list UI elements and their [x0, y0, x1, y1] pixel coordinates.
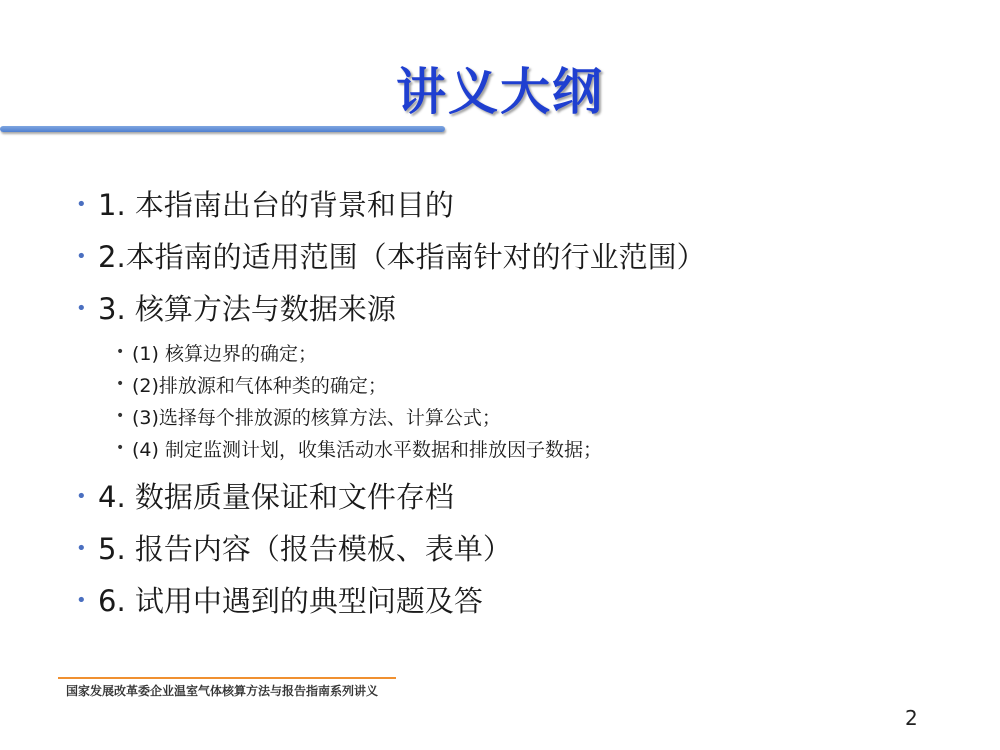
bullet-icon: •: [76, 486, 87, 507]
outline-item-text: 6. 试用中遇到的典型问题及答: [98, 583, 483, 618]
bullet-icon: •: [76, 194, 87, 215]
outline-item-text: 1. 本指南出台的背景和目的: [98, 187, 454, 222]
outline-item-2: [76, 238, 956, 276]
bullet-icon: •: [76, 246, 87, 267]
outline-item-text: 3. 核算方法与数据来源: [98, 291, 396, 326]
bullet-icon: •: [76, 298, 87, 319]
outline-subitem-2: [116, 368, 956, 400]
outline-item-4: [76, 478, 956, 516]
bullet-icon: •: [116, 376, 125, 392]
title-underline: [0, 126, 445, 132]
outline-subitem-text: (3)选择每个排放源的核算方法、计算公式；: [132, 406, 501, 429]
outline-item-text: 4. 数据质量保证和文件存档: [98, 479, 454, 514]
outline-subitem-1: [116, 336, 956, 368]
page-number: 2: [905, 706, 918, 730]
bullet-icon: •: [76, 590, 87, 611]
outline-item-6: [76, 582, 956, 620]
bullet-icon: •: [76, 538, 87, 559]
slide-title: 讲义大纲: [396, 63, 604, 121]
outline-item-5: [76, 530, 956, 568]
footer-divider: [58, 677, 396, 679]
outline-subitem-text: (4) 制定监测计划，收集活动水平数据和排放因子数据；: [132, 438, 602, 461]
outline-subitem-text: (1) 核算边界的确定；: [132, 342, 317, 365]
footer-caption: 国家发展改革委企业温室气体核算方法与报告指南系列讲义: [66, 684, 379, 698]
bullet-icon: •: [116, 344, 125, 360]
outline-subitem-3: [116, 400, 956, 432]
outline-subitem-text: (2)排放源和气体种类的确定；: [132, 374, 387, 397]
outline-item-text: 2.本指南的适用范围（本指南针对的行业范围）: [98, 239, 706, 274]
bullet-icon: •: [116, 408, 125, 424]
outline-item-1: [76, 186, 956, 224]
bullet-icon: •: [116, 440, 125, 456]
outline-subitem-4: [116, 432, 956, 464]
outline-list: [76, 186, 956, 634]
outline-item-text: 5. 报告内容（报告模板、表单）: [98, 531, 512, 566]
outline-sublist: [76, 336, 956, 464]
outline-item-3: [76, 290, 956, 328]
